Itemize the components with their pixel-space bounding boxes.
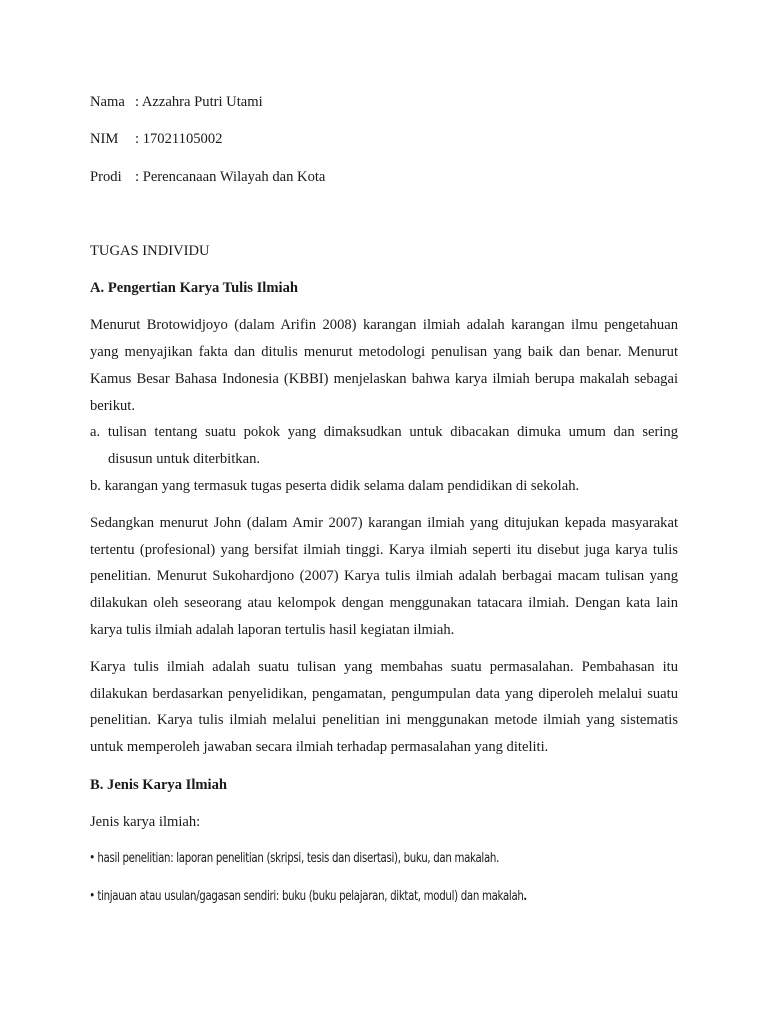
section-b-heading: B. Jenis Karya Ilmiah [90,777,228,793]
list-item-a-continued: disusun untuk diterbitkan. [108,451,261,467]
prodi-value: : Perencanaan Wilayah dan Kota [135,169,326,185]
paragraph-line: Sedangkan menurut John (dalam Amir 2007) karangan ilmiah yang ditujukan kepada masyarakat [90,515,678,531]
bullet-item [90,849,499,868]
paragraph-line: yang menyajikan fakta dan ditulis menurut metodologi penulisan yang baik dan benar. Menurut [90,344,678,360]
paragraph-line: Menurut Brotowidjoyo (dalam Arifin 2008) karangan ilmiah adalah karangan ilmu pengetahuan [90,317,678,333]
nim-label: NIM [90,131,119,147]
paragraph-line: penelitian. Menurut Sukohardjono (2007) Karya tulis ilmiah adalah berbagai macam tulisan yang [90,568,678,584]
nama-label: Nama [90,94,125,110]
paragraph-line: dilakukan oleh seseorang atau kelompok dengan menggunakan tatacara ilmiah. Dengan kata lain [90,595,678,611]
nama-value: : Azzahra Putri Utami [135,94,263,110]
bullet-end-period: . [523,888,527,904]
bullet-icon: • [90,850,95,866]
assignment-title: TUGAS INDIVIDU [90,243,210,259]
paragraph-line: Karya tulis ilmiah adalah suatu tulisan yang membahas suatu permasalahan. Pembahasan itu [90,659,678,675]
prodi-label: Prodi [90,169,122,185]
paragraph-line: tertentu (profesional) yang bersifat ilmiah tinggi. Karya ilmiah seperti itu disebut juga karya tulis [90,542,678,558]
bullet-icon: • [90,888,95,904]
paragraph-line: karya tulis ilmiah adalah laporan tertulis hasil kegiatan ilmiah. [90,622,455,638]
bullet-item [90,887,527,906]
paragraph-line: berikut. [90,398,135,414]
section-a-heading: A. Pengertian Karya Tulis Ilmiah [90,280,298,296]
bullet-text: hasil penelitian: laporan penelitian (skripsi, tesis dan disertasi), buku, dan makalah. [97,851,500,866]
list-item-a: a. tulisan tentang suatu pokok yang dimaksudkan untuk dibacakan dimuka umum dan sering [90,424,678,440]
nim-value: : 17021105002 [135,131,223,147]
paragraph-line: penelitian. Karya tulis ilmiah melalui penelitian ini menggunakan metode ilmiah yang sistematis [90,712,678,728]
bullet-text: tinjauan atau usulan/gagasan sendiri: buku (buku pelajaran, diktat, modul) dan makalah [97,889,524,904]
paragraph-line: Kamus Besar Bahasa Indonesia (KBBI) menjelaskan bahwa karya ilmiah berupa makalah sebagai [90,371,678,387]
paragraph-line: untuk memperoleh jawaban secara ilmiah terhadap permasalahan yang diteliti. [90,739,549,755]
list-item-b: b. karangan yang termasuk tugas peserta didik selama dalam pendidikan di sekolah. [90,478,580,494]
paragraph-line: dilakukan berdasarkan penyelidikan, pengamatan, pengumpulan data yang diperoleh melalui suatu [90,686,678,702]
section-b-intro: Jenis karya ilmiah: [90,814,201,830]
